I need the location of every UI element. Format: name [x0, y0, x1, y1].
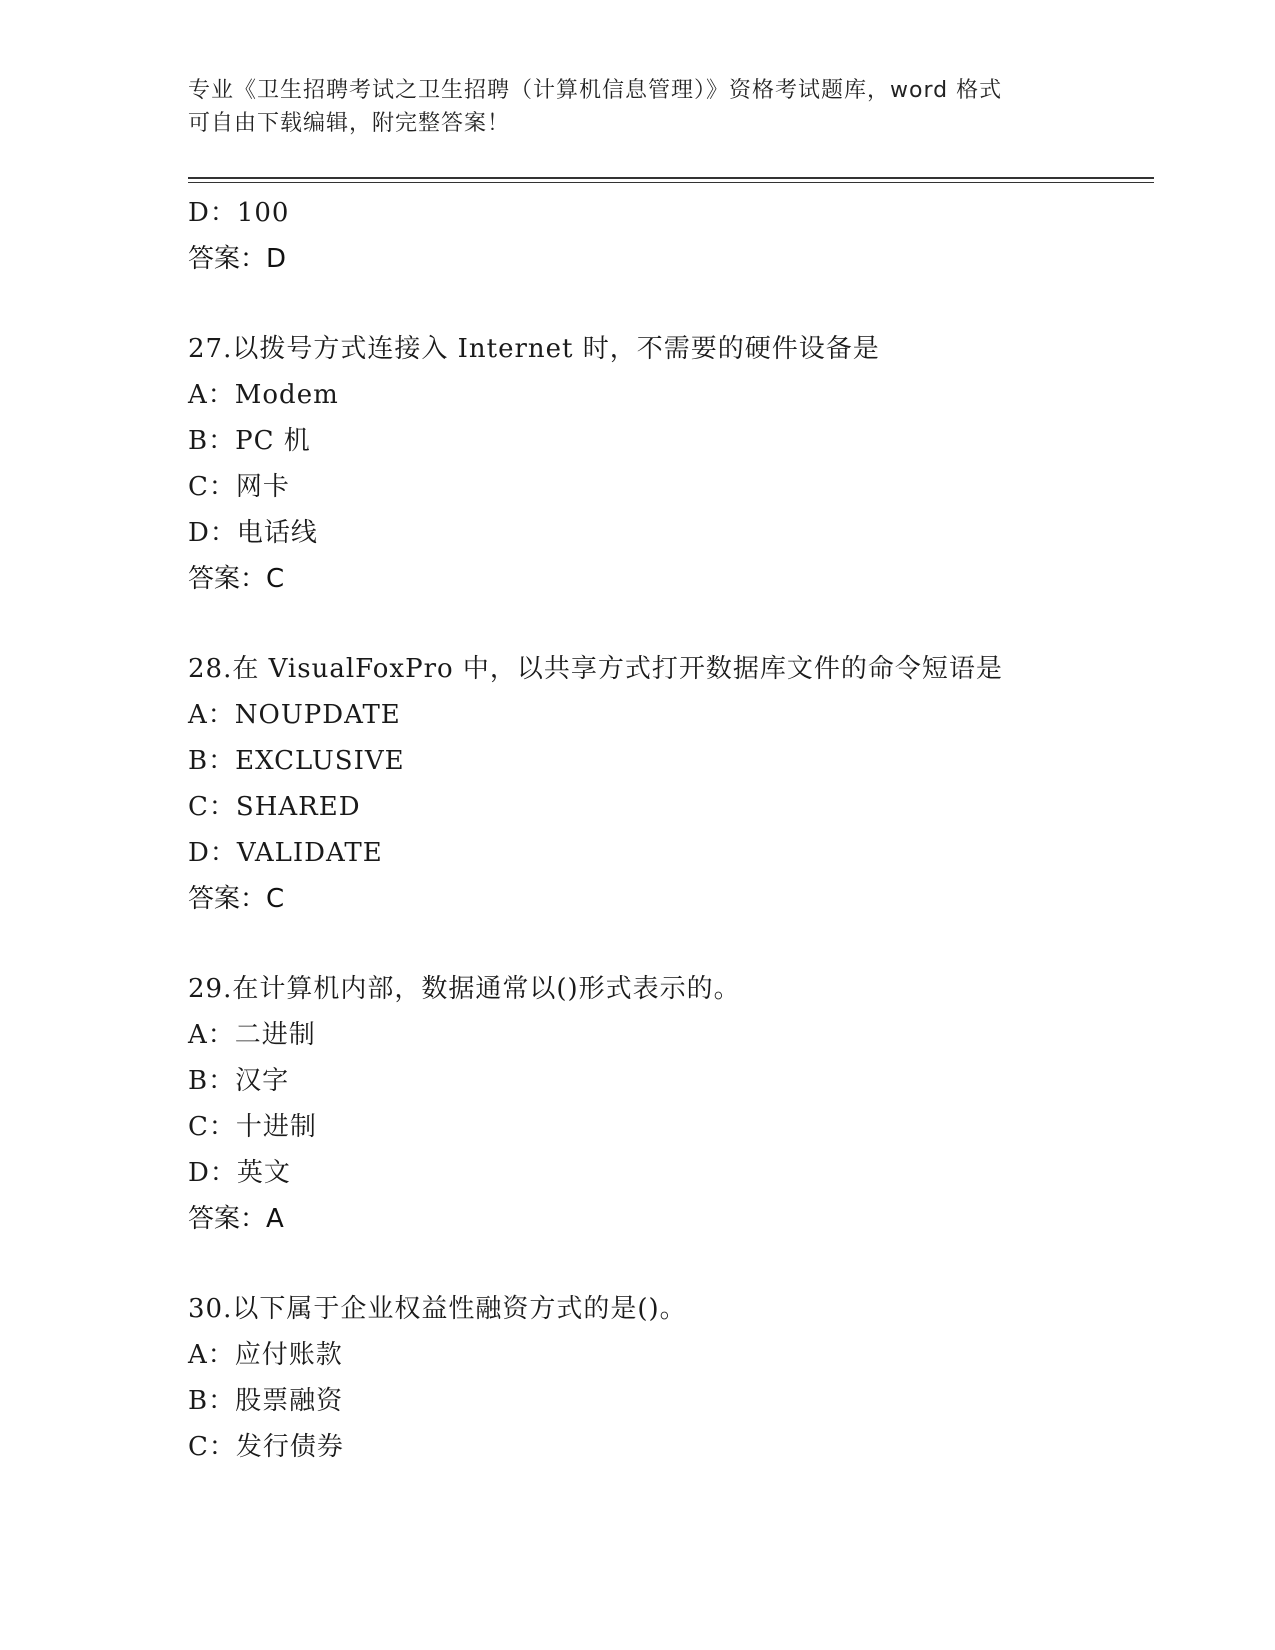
option-c: C：SHARED [188, 792, 361, 822]
option-a: A：二进制 [188, 1020, 316, 1050]
header-line-1: 专业《卫生招聘考试之卫生招聘（计算机信息管理）》资格考试题库，word 格式 [188, 78, 1003, 103]
question-28 [188, 646, 1148, 922]
option-b: B：股票融资 [188, 1386, 344, 1416]
question-stem: 27.以拨号方式连接入 Internet 时，不需要的硬件设备是 [188, 334, 880, 364]
spacer [188, 602, 1148, 646]
answer-line: 答案：D [188, 244, 287, 274]
option-d: D：VALIDATE [188, 838, 383, 868]
option-b: B：汉字 [188, 1066, 290, 1096]
option-c: C：网卡 [188, 472, 290, 502]
question-list [188, 190, 1148, 1470]
option-a: A：Modem [188, 380, 339, 410]
option-a: A：NOUPDATE [188, 700, 401, 730]
document-header [188, 74, 1088, 140]
answer-line: 答案：A [188, 1204, 284, 1234]
option-c: C：发行债券 [188, 1432, 344, 1462]
header-line-2: 可自由下载编辑，附完整答案！ [188, 111, 511, 136]
option-d: D：英文 [188, 1158, 291, 1188]
spacer [188, 922, 1148, 966]
spacer [188, 1242, 1148, 1286]
question-stem: 29.在计算机内部，数据通常以()形式表示的。 [188, 974, 741, 1004]
option-d: D：电话线 [188, 518, 318, 548]
option-a: A：应付账款 [188, 1340, 343, 1370]
option-c: C：十进制 [188, 1112, 317, 1142]
question-stem: 28.在 VisualFoxPro 中，以共享方式打开数据库文件的命令短语是 [188, 654, 1003, 684]
answer-line: 答案：C [188, 564, 285, 594]
question-27 [188, 326, 1148, 602]
option-b: B：EXCLUSIVE [188, 746, 405, 776]
spacer [188, 282, 1148, 326]
option-b: B：PC 机 [188, 426, 311, 456]
question-30 [188, 1286, 1148, 1470]
answer-line: 答案：C [188, 884, 285, 914]
option-d: D：100 [188, 198, 290, 228]
header-divider [188, 177, 1154, 183]
question-stem: 30.以下属于企业权益性融资方式的是()。 [188, 1294, 687, 1324]
question-29 [188, 966, 1148, 1242]
carryover-block [188, 190, 1148, 282]
